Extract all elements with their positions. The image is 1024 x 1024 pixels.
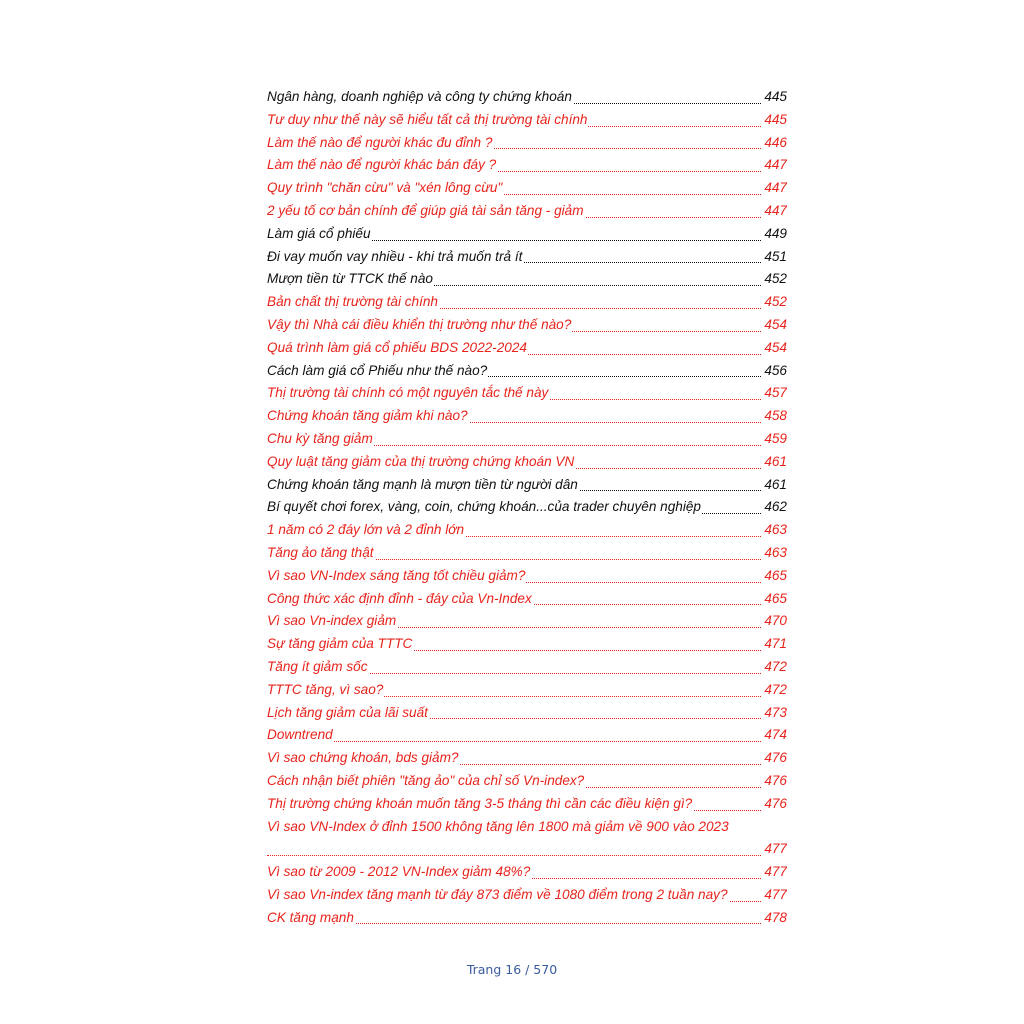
toc-entry-title: Downtrend — [267, 724, 334, 747]
toc-entry-page: 477 — [762, 838, 787, 861]
toc-dot-leader — [267, 855, 787, 856]
toc-entry-page: 463 — [762, 542, 787, 565]
toc-entry[interactable] — [267, 360, 787, 383]
toc-entry-page: 461 — [762, 474, 787, 497]
toc-entry[interactable] — [267, 656, 787, 679]
toc-entry[interactable] — [267, 496, 787, 519]
toc-entry[interactable] — [267, 793, 787, 816]
toc-entry[interactable] — [267, 246, 787, 269]
toc-entry-title: Cách nhận biết phiên "tăng ảo" của chỉ số Vn-index? — [267, 770, 585, 793]
toc-dot-leader — [267, 741, 787, 742]
toc-entry-title: Vì sao từ 2009 - 2012 VN-Index giảm 48%? — [267, 861, 531, 884]
toc-entry[interactable] — [267, 109, 787, 132]
toc-entry[interactable] — [267, 884, 787, 907]
toc-entry-title: Vì sao VN-Index ở đỉnh 1500 không tăng lên 1800 mà giảm về 900 vào 2023 — [267, 816, 787, 839]
toc-entry-page: 452 — [762, 268, 787, 291]
toc-entry-page: 447 — [762, 177, 787, 200]
toc-entry-page: 447 — [762, 154, 787, 177]
toc-entry[interactable] — [267, 633, 787, 656]
page-number-footer: Trang 16 / 570 — [466, 962, 558, 977]
toc-entry-page: 463 — [762, 519, 787, 542]
toc-entry-page: 451 — [762, 246, 787, 269]
toc-entry-title: 1 năm có 2 đáy lớn và 2 đỉnh lớn — [267, 519, 465, 542]
toc-entry[interactable] — [267, 907, 787, 930]
toc-entry[interactable] — [267, 588, 787, 611]
toc-entry[interactable] — [267, 770, 787, 793]
toc-entry-title: Làm giá cổ phiếu — [267, 223, 372, 246]
toc-entry-page: 476 — [762, 793, 787, 816]
table-of-contents — [267, 86, 787, 929]
toc-entry[interactable] — [267, 268, 787, 291]
toc-entry[interactable] — [267, 519, 787, 542]
toc-entry-page: 454 — [762, 314, 787, 337]
toc-entry-title: Làm thế nào để người khác đu đỉnh ? — [267, 132, 493, 155]
toc-entry-title: Lịch tăng giảm của lãi suất — [267, 702, 429, 725]
toc-entry[interactable] — [267, 702, 787, 725]
toc-entry[interactable] — [267, 565, 787, 588]
toc-entry-page: 477 — [762, 884, 787, 907]
toc-entry-page: 449 — [762, 223, 787, 246]
toc-entry-title: Vậy thì Nhà cái điều khiển thị trường như thế nào? — [267, 314, 572, 337]
toc-entry-title: Thị trường tài chính có một nguyên tắc thế này — [267, 382, 549, 405]
toc-entry-title: Bí quyết chơi forex, vàng, coin, chứng khoán...của trader chuyên nghiệp — [267, 496, 702, 519]
toc-entry-title: Vì sao Vn-index giảm — [267, 610, 397, 633]
toc-entry-title: Làm thế nào để người khác bán đáy ? — [267, 154, 497, 177]
toc-entry[interactable] — [267, 405, 787, 428]
toc-entry-page: 445 — [762, 86, 787, 109]
toc-entry-page: 476 — [762, 747, 787, 770]
toc-entry-title: Tư duy như thế này sẽ hiểu tất cả thị trường tài chính — [267, 109, 588, 132]
toc-entry-page: 447 — [762, 200, 787, 223]
toc-entry-page: 465 — [762, 588, 787, 611]
toc-entry-title: 2 yếu tố cơ bản chính để giúp giá tài sản tăng - giảm — [267, 200, 585, 223]
toc-entry-page: 474 — [762, 724, 787, 747]
toc-entry[interactable] — [267, 337, 787, 360]
toc-entry[interactable] — [267, 747, 787, 770]
toc-entry-title: Đi vay muốn vay nhiều - khi trả muốn trả ít — [267, 246, 523, 269]
toc-entry-title: Chu kỳ tăng giảm — [267, 428, 374, 451]
toc-entry-title: Bản chất thị trường tài chính — [267, 291, 439, 314]
toc-entry[interactable] — [267, 816, 787, 862]
toc-entry-page: 446 — [762, 132, 787, 155]
toc-entry-title: Tăng ít giảm sốc — [267, 656, 369, 679]
toc-entry-title: Vì sao Vn-index tăng mạnh từ đáy 873 điểm về 1080 điểm trong 2 tuần nay? — [267, 884, 729, 907]
toc-entry[interactable] — [267, 223, 787, 246]
toc-entry[interactable] — [267, 610, 787, 633]
toc-entry-title: Vì sao VN-Index sáng tăng tốt chiều giảm? — [267, 565, 526, 588]
toc-entry[interactable] — [267, 679, 787, 702]
toc-entry-title: Sự tăng giảm của TTTC — [267, 633, 413, 656]
toc-entry-title: Vì sao chứng khoán, bds giảm? — [267, 747, 460, 770]
toc-entry-page: 454 — [762, 337, 787, 360]
toc-entry-title: Thị trường chứng khoán muốn tăng 3-5 tháng thì cần các điều kiện gì? — [267, 793, 693, 816]
toc-entry-page: 472 — [762, 656, 787, 679]
toc-entry-title: Quy luật tăng giảm của thị trường chứng khoán VN — [267, 451, 575, 474]
toc-entry[interactable] — [267, 861, 787, 884]
toc-entry[interactable] — [267, 724, 787, 747]
toc-entry-title: CK tăng mạnh — [267, 907, 355, 930]
toc-entry[interactable] — [267, 382, 787, 405]
toc-entry-page: 456 — [762, 360, 787, 383]
toc-entry[interactable] — [267, 542, 787, 565]
toc-entry[interactable] — [267, 177, 787, 200]
toc-entry[interactable] — [267, 132, 787, 155]
toc-entry-page: 458 — [762, 405, 787, 428]
toc-entry-page: 462 — [762, 496, 787, 519]
toc-entry[interactable] — [267, 451, 787, 474]
toc-entry-page: 457 — [762, 382, 787, 405]
toc-entry-title: Quy trình "chăn cừu" và "xén lông cừu" — [267, 177, 503, 200]
toc-entry-title: Công thức xác định đỉnh - đáy của Vn-Index — [267, 588, 533, 611]
toc-entry-page: 472 — [762, 679, 787, 702]
toc-entry[interactable] — [267, 86, 787, 109]
toc-entry-page: 461 — [762, 451, 787, 474]
toc-entry-page: 459 — [762, 428, 787, 451]
toc-entry[interactable] — [267, 428, 787, 451]
toc-entry-page: 473 — [762, 702, 787, 725]
toc-entry-title: Quá trình làm giá cổ phiếu BDS 2022-2024 — [267, 337, 528, 360]
toc-entry-page: 452 — [762, 291, 787, 314]
toc-entry-page: 478 — [762, 907, 787, 930]
toc-entry[interactable] — [267, 474, 787, 497]
toc-entry-page: 477 — [762, 861, 787, 884]
toc-entry-title: Ngân hàng, doanh nghiệp và công ty chứng khoán — [267, 86, 573, 109]
toc-entry-page: 445 — [762, 109, 787, 132]
toc-entry-page: 465 — [762, 565, 787, 588]
toc-entry-page: 476 — [762, 770, 787, 793]
toc-entry[interactable] — [267, 291, 787, 314]
toc-entry-title: Tăng ảo tăng thật — [267, 542, 375, 565]
toc-entry-page: 471 — [762, 633, 787, 656]
toc-entry-page: 470 — [762, 610, 787, 633]
toc-entry[interactable] — [267, 314, 787, 337]
toc-entry-title: Chứng khoán tăng giảm khi nào? — [267, 405, 469, 428]
toc-entry-title: TTTC tăng, vì sao? — [267, 679, 384, 702]
toc-entry-title: Cách làm giá cổ Phiếu như thế nào? — [267, 360, 488, 383]
toc-entry[interactable] — [267, 154, 787, 177]
toc-entry[interactable] — [267, 200, 787, 223]
toc-entry-title: Mượn tiền từ TTCK thế nào — [267, 268, 434, 291]
toc-entry-title: Chứng khoán tăng mạnh là mượn tiền từ người dân — [267, 474, 579, 497]
